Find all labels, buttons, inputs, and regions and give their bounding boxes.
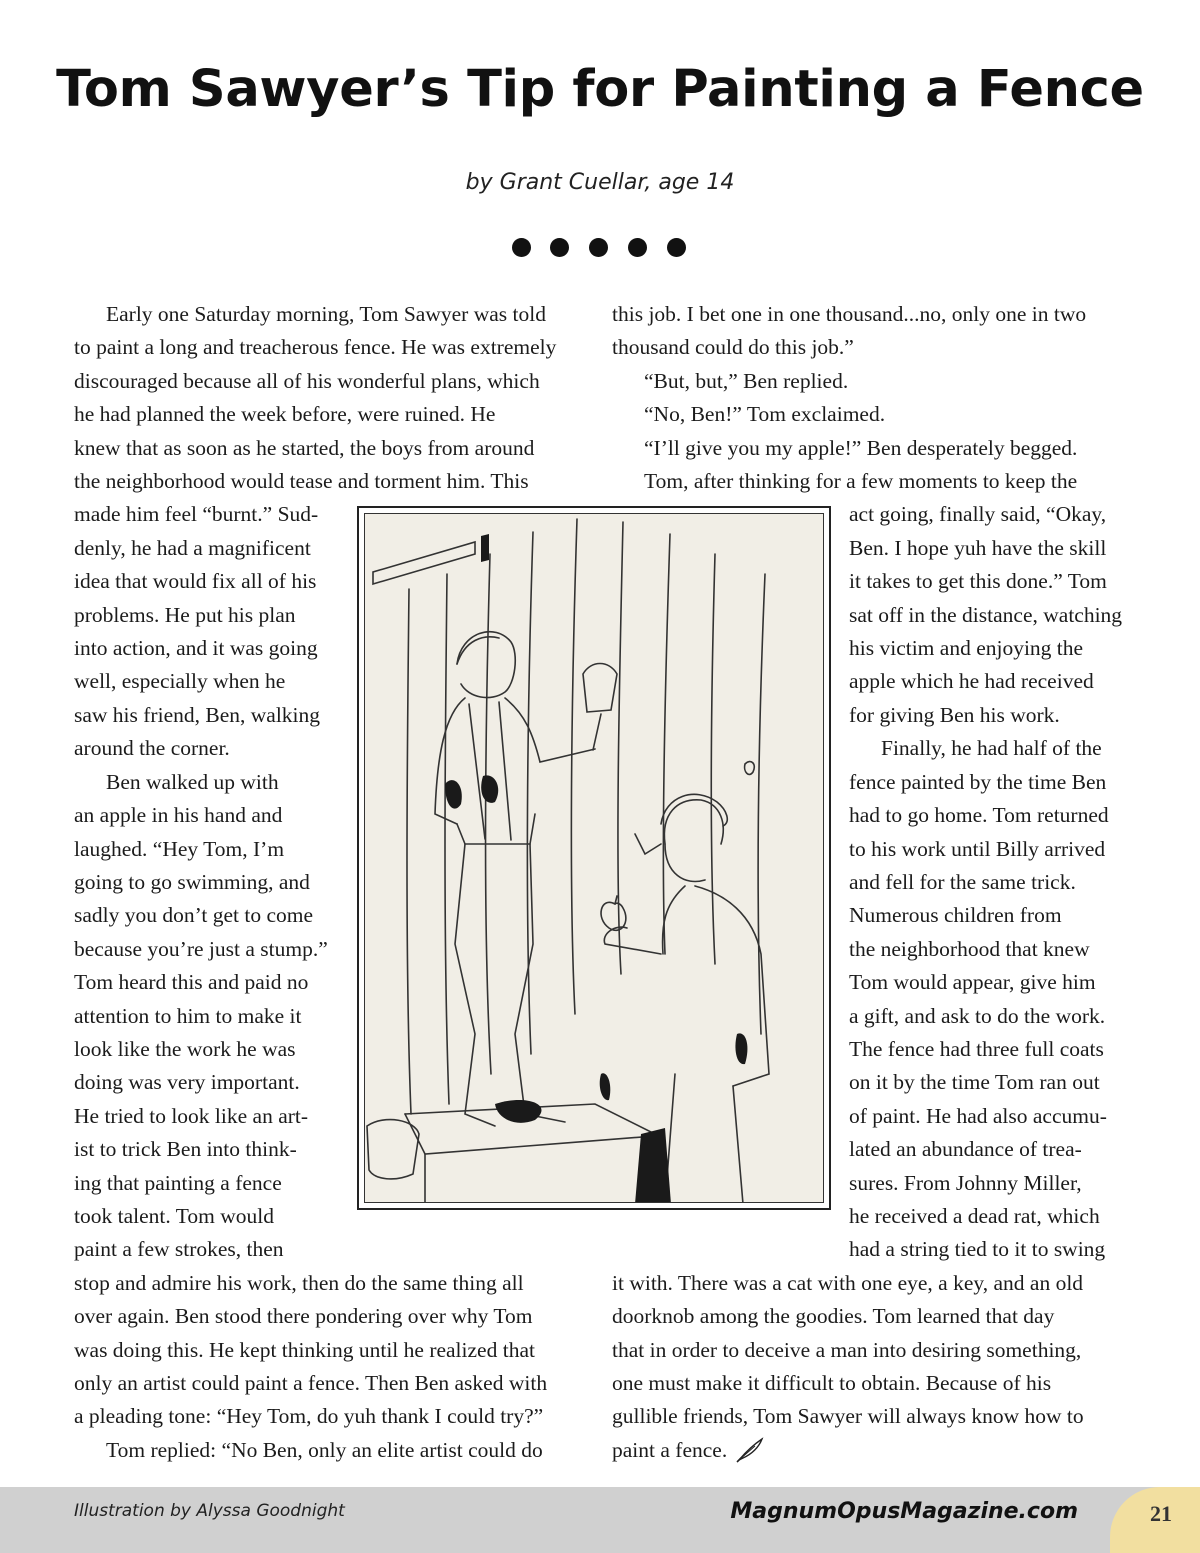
fence-painting-illustration	[357, 506, 831, 1210]
text-line: Ben. I hope yuh have the skill	[849, 535, 1107, 560]
text-line: idea that would fix all of his	[74, 569, 317, 594]
article-byline: by Grant Cuellar, age 14	[465, 170, 735, 195]
text-line: The fence had three full coats	[849, 1036, 1104, 1061]
text-line: this job. I bet one in one thousand...no, only one in two	[612, 302, 1087, 326]
text-line: ist to trick Ben into think-	[74, 1137, 297, 1162]
text-line: going to go swimming, and	[74, 869, 310, 894]
illustration-credit: Illustration by Alyssa Goodnight	[74, 1501, 345, 1521]
text-line: sures. From Johnny Miller,	[849, 1170, 1082, 1195]
text-line: of paint. He had also accumu-	[849, 1103, 1107, 1128]
text-line: he had planned the week before, were ruined. He	[74, 402, 496, 427]
text-line: because you’re just a stump.”	[74, 936, 328, 961]
text-line: it with. There was a cat with one eye, a key, and an old	[612, 1270, 1084, 1295]
text-line: attention to him to make it	[74, 1003, 302, 1028]
section-divider-dots	[510, 238, 690, 260]
text-line: denly, he had a magnificent	[74, 535, 311, 560]
text-line: Tom would appear, give him	[849, 970, 1096, 995]
text-line: into action, and it was going	[74, 636, 318, 661]
text-line: around the corner.	[74, 736, 230, 761]
text-line: was doing this. He kept thinking until he realized that	[74, 1337, 535, 1362]
text-line: the neighborhood that knew	[849, 936, 1090, 961]
text-line: doing was very important.	[74, 1070, 300, 1095]
text-line: to his work until Billy arrived	[849, 836, 1106, 861]
magazine-website: MagnumOpusMagazine.com	[730, 1499, 1078, 1524]
text-line: his victim and enjoying the	[849, 636, 1084, 661]
text-line: laughed. “Hey Tom, I’m	[74, 836, 285, 861]
text-line: only an artist could paint a fence. Then Ben asked with	[74, 1371, 548, 1395]
text-line: on it by the time Tom ran out	[849, 1070, 1100, 1095]
text-line: an apple in his hand and	[74, 803, 283, 828]
text-line: sadly you don’t get to come	[74, 903, 314, 928]
text-line: a pleading tone: “Hey Tom, do yuh thank I could try?”	[74, 1404, 544, 1429]
text-line: stop and admire his work, then do the same thing all	[74, 1270, 524, 1295]
text-line: fence painted by the time Ben	[849, 769, 1107, 794]
text-line: took talent. Tom would	[74, 1203, 274, 1228]
text-line: Ben walked up with	[106, 769, 279, 794]
page-number: 21	[1150, 1501, 1172, 1526]
text-line: sat off in the distance, watching	[849, 602, 1123, 627]
text-line: the neighborhood would tease and torment him. This	[74, 469, 529, 494]
text-line: Tom replied: “No Ben, only an elite artist could do	[106, 1437, 543, 1462]
text-line: ing that painting a fence	[74, 1170, 282, 1195]
text-line: He tried to look like an art-	[74, 1103, 309, 1128]
page-footer	[0, 1487, 1200, 1553]
text-line: lated an abundance of trea-	[849, 1137, 1082, 1162]
text-line: Tom, after thinking for a few moments to keep the	[644, 469, 1078, 494]
text-line: knew that as soon as he started, the boys from around	[74, 435, 535, 460]
text-line: a gift, and ask to do the work.	[849, 1003, 1106, 1028]
text-line: act going, finally said, “Okay,	[849, 502, 1107, 527]
text-line: and fell for the same trick.	[849, 869, 1076, 894]
text-line: look like the work he was	[74, 1036, 296, 1061]
text-line: paint a few strokes, then	[74, 1237, 284, 1262]
text-line: well, especially when he	[74, 669, 286, 694]
text-line: thousand could do this job.”	[612, 335, 854, 360]
text-line: Finally, he had half of the	[881, 736, 1102, 761]
text-line: that in order to deceive a man into desiring something,	[612, 1337, 1082, 1362]
text-line-final	[612, 1434, 1132, 1473]
text-line: to paint a long and treacherous fence. He was extremely	[74, 335, 557, 360]
text-line: one must make it difficult to obtain. Because of his	[612, 1371, 1052, 1395]
text-line: “But, but,” Ben replied.	[644, 368, 849, 393]
text-line: “No, Ben!” Tom exclaimed.	[644, 402, 886, 427]
text-line: it takes to get this done.” Tom	[849, 569, 1107, 594]
text-line: problems. He put his plan	[74, 602, 296, 627]
text-line: had a string tied to it to swing	[849, 1237, 1106, 1262]
text-line: Tom heard this and paid no	[74, 970, 309, 995]
text-line: doorknob among the goodies. Tom learned that day	[612, 1304, 1055, 1329]
article-title: Tom Sawyer’s Tip for Painting a Fence	[56, 60, 1144, 119]
sketch-drawing	[365, 514, 824, 1203]
text-line: discouraged because all of his wonderful plans, which	[74, 368, 540, 393]
quill-icon	[735, 1437, 765, 1473]
text-line: Numerous children from	[849, 903, 1062, 928]
text-line: apple which he had received	[849, 669, 1094, 694]
text-line: over again. Ben stood there pondering over why Tom	[74, 1304, 533, 1329]
text-line: “I’ll give you my apple!” Ben desperately begged.	[644, 435, 1078, 460]
text-line: he received a dead rat, which	[849, 1203, 1100, 1228]
text-line: saw his friend, Ben, walking	[74, 702, 321, 727]
text-line: for giving Ben his work.	[849, 702, 1060, 727]
final-text: paint a fence.	[612, 1437, 728, 1462]
text-line: had to go home. Tom returned	[849, 803, 1109, 828]
text-line: gullible friends, Tom Sawyer will always know how to	[612, 1404, 1084, 1429]
text-line: made him feel “burnt.” Sud-	[74, 502, 319, 527]
text-line: Early one Saturday morning, Tom Sawyer was told	[106, 302, 546, 326]
